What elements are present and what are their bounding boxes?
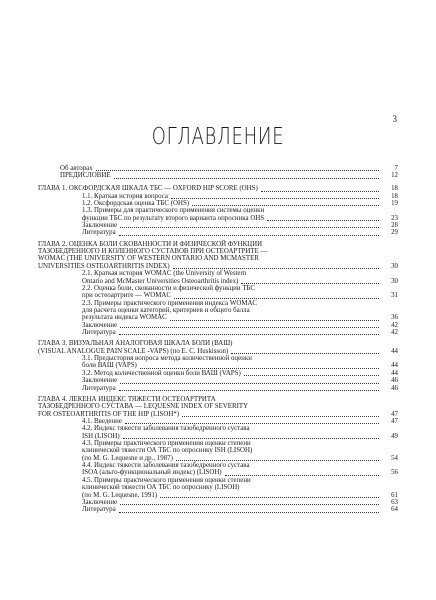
toc-entry-text: Заключение [82,221,118,229]
toc-entry-text: клинической тяжести ОА ТБС по опроснику (LISOH) [82,484,240,492]
toc-page-number: 54 [391,454,398,462]
toc-page-number: 30 [391,277,398,285]
toc-entry-text: Литература [82,506,116,514]
toc-entry-preface[interactable] [38,172,398,179]
toc-page-number: 19 [391,199,398,207]
dot-leader [120,378,379,384]
toc-chapter-title: WOMAC (THE UNIVERSITY OF WESTERN ONTARIO AND MCMASTER [38,255,259,263]
dot-leader [119,385,379,391]
toc-chapter-title: FOR OSTEOARTHRITIS OF THE HIP (LISOH*) [38,410,180,418]
toc-entry-text: 4.2. Индекс тяжести заболевания тазобедренного сустава [82,425,250,433]
dot-leader [171,193,379,199]
toc-page-number: 47 [391,418,398,426]
toc-conclusion-2[interactable] [38,322,398,329]
toc-conclusion-4[interactable] [38,499,398,506]
toc-section-1-2[interactable] [38,200,398,207]
toc-conclusion-1[interactable] [38,222,398,229]
toc-page-number: 49 [391,432,398,440]
toc-page-number: 18 [391,192,398,200]
dot-leader [125,418,379,424]
toc-chapter-title: ТАЗОБЕДРЕННОГО И КОЛЕННОГО СУСТАВОВ ПРИ ОСТЕОАРТРИТЕ — [38,248,268,256]
dot-leader [170,315,379,321]
toc-chapter-title: UNIVERSITIES OSTEOARTHRITIS INDEX) [38,262,170,270]
table-of-contents [38,165,398,514]
dot-leader [174,293,379,299]
dot-leader [261,186,379,192]
dot-leader [120,499,379,505]
toc-section-2-2[interactable] [38,285,398,300]
toc-entry-text: ПРЕДИСЛОВИЕ [60,172,111,180]
toc-section-3-2[interactable] [38,370,398,377]
toc-page-number: 12 [391,172,398,180]
toc-entry-text: функции ТБС по результату второго варианта опросника OHS [82,214,265,222]
toc-entry-text: 4.4. Индекс тяжести заболевания тазобедренного сустава [82,462,250,470]
page-title: ОГЛАВЛЕНИЕ [151,124,285,150]
toc-entry-text: 4.5. Примеры практического применения оценки степени [82,476,251,484]
toc-entry-text: Заключение [82,377,118,385]
toc-entry-text: 2.1. Краткая история WOMAC (the University of Western [82,270,247,278]
toc-entry-text: 3.2. Метод количественной оценки боли ВАШ (VAPS) [82,369,241,377]
toc-entry-text: 1.3. Примеры для практического применения системы оценки [82,207,265,215]
toc-entry-text: 2.2. Оценка боли, скованности и физической функции ТБС [82,284,255,292]
toc-entry-text: результата индекса WOMAC [82,314,167,322]
toc-entry-text: Заключение [82,498,118,506]
toc-entry-text: Об авторах [60,165,93,172]
toc-references-1[interactable] [38,229,398,236]
toc-entry-text: 1.1. Краткая история вопроса [82,192,168,200]
toc-chapter-title: ГЛАВА 1. ОКСФОРДСКАЯ ШКАЛА ТБС — OXFORD HIP SCORE (OHS) [38,185,258,193]
dot-leader [182,411,379,417]
toc-page-number: 28 [391,221,398,229]
dot-leader [96,165,379,171]
toc-chapter-1[interactable] [38,185,398,192]
toc-entry-text: 3.1. Предыстория вопроса метода количественной оценки [82,355,252,363]
toc-entry-text: Ontario and McMaster Universities Osteoarthritis index) [82,277,239,285]
toc-section-4-5[interactable] [38,477,398,499]
dot-leader [225,470,379,476]
toc-chapter-title: ГЛАВА 2. ОЦЕНКА БОЛИ СКОВАННОСТИ И ФИЗИЧЕСКОЙ ФУНКЦИИ [38,240,263,248]
dot-leader [140,363,379,369]
dot-leader [123,433,379,439]
toc-entry-text: Литература [82,384,116,392]
toc-section-4-2[interactable] [38,425,398,440]
toc-references-4[interactable] [38,506,398,513]
toc-entry-text: 4.3. Примеры практического применения оценки степени [82,440,251,448]
toc-section-4-1[interactable] [38,418,398,425]
toc-entry-text: Литература [82,328,116,336]
toc-entry-text: клинической тяжести ОА ТБС по опроснику ISH (LISOH) [82,447,253,455]
dot-leader [173,263,379,269]
toc-entry-text: ISH (LISOH) [82,432,120,440]
toc-entry-text: для расчета оценки категорий, критериев и общего балла [82,306,250,314]
toc-section-1-1[interactable] [38,193,398,200]
toc-entry-text: 1.2. Оксфордская оценка ТБС (OHS) [82,199,190,207]
toc-chapter-3[interactable] [38,340,398,355]
dot-leader [267,215,379,221]
toc-page-number: 47 [391,410,398,418]
toc-section-2-3[interactable] [38,300,398,322]
toc-page-number: 36 [391,314,398,322]
toc-chapter-title: (VISUAL ANALOGUE PAIN SCALE -VAPS) (по E. C. Huskisson) [38,347,229,355]
toc-page-number: 30 [391,262,398,270]
toc-page-number: 64 [391,506,398,514]
dot-leader [120,222,379,228]
toc-entry-text: боли ВАШ (VAPS) [82,362,137,370]
toc-entry-text: Заключение [82,321,118,329]
toc-chapter-title: ГЛАВА 4. ЛЕКЕНА ИНДЕКС ТЯЖЕСТИ ОСТЕОАРТРИТА [38,396,216,404]
page-number: 3 [392,114,397,124]
toc-entry-text: (по M. G. Lequesne, 1991) [82,491,158,499]
toc-entry-text: 2.3. Примеры практического применения индекса WOMAC [82,299,258,307]
toc-chapter-title: ТАЗОБЕДРЕННОГО СУСТАВА — LEQUESNE INDEX OF SEVERITY [38,403,249,411]
toc-chapter-2[interactable] [38,241,398,270]
toc-page-number: 42 [391,328,398,336]
dot-leader [231,348,379,354]
dot-leader [119,329,379,335]
toc-page-number: 63 [391,498,398,506]
toc-page-number: 46 [391,377,398,385]
toc-section-3-1[interactable] [38,355,398,370]
dot-leader [160,492,379,498]
toc-references-3[interactable] [38,385,398,392]
toc-page-number: 46 [391,384,398,392]
toc-page-number: 23 [391,214,398,222]
dot-leader [119,230,379,236]
toc-page-number: 7 [394,165,398,172]
toc-references-2[interactable] [38,329,398,336]
toc-entry-text: (по M. G. Lequesne и др., 1987) [82,454,173,462]
toc-page-number: 31 [391,292,398,300]
toc-section-4-3[interactable] [38,440,398,462]
toc-entry-text: при остеоартрите — WOMAC [82,292,171,300]
dot-leader [192,200,379,206]
toc-entry-text: ISOA (альго-функциональный индекс) (LISOH) [82,469,222,477]
toc-page-number: 56 [391,469,398,477]
dot-leader [241,278,379,284]
dot-leader [119,507,379,513]
toc-page-number: 44 [391,347,398,355]
toc-entry-about-authors[interactable] [38,165,398,172]
toc-chapter-4[interactable] [38,396,398,418]
toc-conclusion-3[interactable] [38,377,398,384]
dot-leader [176,455,379,461]
toc-section-2-1[interactable] [38,270,398,285]
toc-page-number: 61 [391,491,398,499]
toc-section-1-3[interactable] [38,207,398,222]
dot-leader [114,173,379,179]
toc-page-number: 44 [391,362,398,370]
toc-entry-text: 4.1. Введение [82,418,122,426]
dot-leader [244,370,379,376]
toc-page-number: 44 [391,369,398,377]
toc-chapter-title: ГЛАВА 3. ВИЗУАЛЬНАЯ АНАЛОГОВАЯ ШКАЛА БОЛИ (ВАШ) [38,340,233,348]
toc-page-number: 29 [391,229,398,237]
toc-page-number: 42 [391,321,398,329]
toc-section-4-4[interactable] [38,462,398,477]
toc-page-number: 18 [391,185,398,193]
dot-leader [120,322,379,328]
toc-entry-text: Литература [82,229,116,237]
